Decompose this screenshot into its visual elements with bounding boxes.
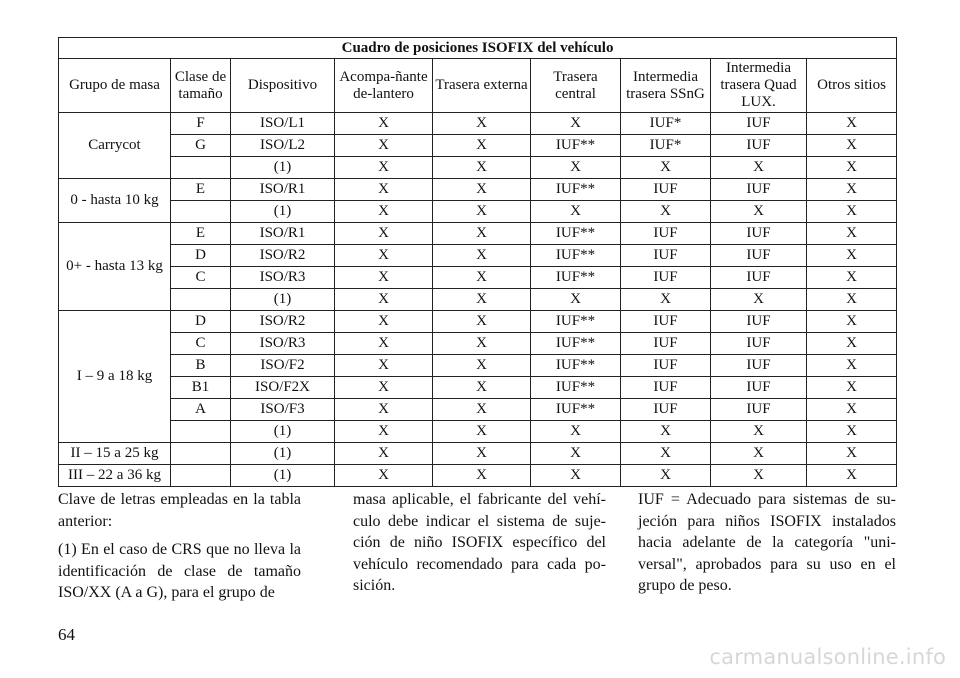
header-rear-outer: Trasera externa (433, 59, 531, 113)
mass-group-cell: II – 15 a 25 kg (59, 443, 171, 465)
text-column-1 (58, 489, 301, 611)
table-cell: X (807, 421, 897, 443)
table-cell: X (433, 465, 531, 487)
header-size-class: Clase de tamaño (171, 59, 231, 113)
table-cell: X (807, 311, 897, 333)
table-cell: IUF** (531, 179, 621, 201)
table-row (59, 443, 897, 465)
table-cell: X (433, 443, 531, 465)
table-cell: X (335, 179, 433, 201)
table-cell: IUF (711, 223, 807, 245)
table-cell: IUF (711, 179, 807, 201)
table-cell: X (335, 113, 433, 135)
table-row (59, 333, 897, 355)
table-cell: IUF (711, 135, 807, 157)
table-cell: X (531, 201, 621, 223)
header-front-passenger: Acompa-ñante de-lantero (335, 59, 433, 113)
table-cell: (1) (231, 289, 335, 311)
table-cell: X (335, 157, 433, 179)
table-cell: IUF (621, 223, 711, 245)
table-cell: X (711, 157, 807, 179)
table-cell: IUF** (531, 377, 621, 399)
table-cell: ISO/F2X (231, 377, 335, 399)
table-cell: X (807, 355, 897, 377)
table-cell: X (335, 377, 433, 399)
table-cell (171, 201, 231, 223)
watermark-logo: carmanualsonline.info (709, 645, 946, 669)
table-cell: X (335, 399, 433, 421)
table-cell: IUF** (531, 267, 621, 289)
table-cell: E (171, 179, 231, 201)
table-cell: IUF (621, 267, 711, 289)
table-row (59, 421, 897, 443)
table-cell: X (335, 465, 433, 487)
mass-group-cell: I – 9 a 18 kg (59, 311, 171, 443)
table-cell: F (171, 113, 231, 135)
iuf-definition: IUF = Adecuado para sistemas de su-jeción para niños ISOFIX instalados hacia adelante de la categoría "uni-versal", aprobados para su uso en el grupo de peso. (638, 491, 896, 594)
table-cell: X (433, 201, 531, 223)
table-cell: ISO/F3 (231, 399, 335, 421)
table-cell: X (807, 245, 897, 267)
table-cell: IUF* (621, 113, 711, 135)
table-cell: X (807, 179, 897, 201)
table-cell: X (531, 157, 621, 179)
table-cell: X (621, 289, 711, 311)
header-other-places: Otros sitios (807, 59, 897, 113)
table-body (59, 113, 897, 487)
table-cell: X (335, 421, 433, 443)
table-cell: IUF (711, 267, 807, 289)
table-cell: IUF** (531, 311, 621, 333)
table-cell: ISO/F2 (231, 355, 335, 377)
legend-intro: Clave de letras empleadas en la tabla anterior: (58, 491, 301, 530)
table-row (59, 245, 897, 267)
table-cell: X (335, 311, 433, 333)
table-cell (171, 465, 231, 487)
table-cell: B1 (171, 377, 231, 399)
table-cell: X (807, 135, 897, 157)
table-cell: X (433, 179, 531, 201)
table-cell (171, 443, 231, 465)
table-cell: X (807, 333, 897, 355)
mass-group-cell: Carrycot (59, 113, 171, 179)
table-cell: B (171, 355, 231, 377)
table-cell: D (171, 245, 231, 267)
table-cell: X (621, 465, 711, 487)
table-cell: IUF (621, 399, 711, 421)
table-row (59, 465, 897, 487)
table-cell: X (433, 377, 531, 399)
table-cell: A (171, 399, 231, 421)
table-cell: X (433, 223, 531, 245)
table-cell: X (807, 465, 897, 487)
table-cell (171, 289, 231, 311)
table-cell: X (433, 289, 531, 311)
table-cell: (1) (231, 421, 335, 443)
table-cell: IUF (711, 113, 807, 135)
table-cell: IUF** (531, 355, 621, 377)
table-cell: X (621, 443, 711, 465)
table-row (59, 201, 897, 223)
table-cell: IUF* (621, 135, 711, 157)
table-cell: X (335, 267, 433, 289)
table-row (59, 267, 897, 289)
header-rear-center: Trasera central (531, 59, 621, 113)
table-cell: X (807, 157, 897, 179)
table-cell: X (807, 201, 897, 223)
mass-group-cell: 0 - hasta 10 kg (59, 179, 171, 223)
table-cell: (1) (231, 201, 335, 223)
page-number: 64 (58, 625, 75, 644)
table-cell: (1) (231, 465, 335, 487)
table-cell: C (171, 333, 231, 355)
note-1-continued: masa aplicable, el fabricante del vehí-culo debe indicar el sistema de suje-ción de niño ISOFIX específico del vehículo recomendado para cada po-sición. (353, 491, 606, 594)
table-cell: IUF (711, 355, 807, 377)
table-cell: X (335, 333, 433, 355)
table-cell: X (433, 355, 531, 377)
table-row (59, 135, 897, 157)
table-cell: IUF (621, 377, 711, 399)
table-header-row (59, 59, 897, 113)
table-row (59, 179, 897, 201)
table-row (59, 113, 897, 135)
table-cell: X (335, 201, 433, 223)
table-cell: X (335, 289, 433, 311)
table-cell: ISO/L1 (231, 113, 335, 135)
mass-group-cell: III – 22 a 36 kg (59, 465, 171, 487)
table-row (59, 399, 897, 421)
table-cell: ISO/R3 (231, 267, 335, 289)
table-cell: X (531, 113, 621, 135)
table-cell: X (335, 245, 433, 267)
table-cell: X (807, 399, 897, 421)
table-cell: IUF (711, 245, 807, 267)
table-cell: X (335, 223, 433, 245)
table-cell: ISO/R2 (231, 245, 335, 267)
table-cell: X (621, 421, 711, 443)
table-cell: IUF** (531, 399, 621, 421)
table-cell: ISO/L2 (231, 135, 335, 157)
table-cell: X (711, 443, 807, 465)
table-cell: IUF** (531, 245, 621, 267)
table-cell: X (433, 135, 531, 157)
table-cell: X (531, 465, 621, 487)
table-row (59, 223, 897, 245)
table-cell: X (433, 113, 531, 135)
table-cell: IUF (621, 245, 711, 267)
table-cell: (1) (231, 157, 335, 179)
table-cell: IUF** (531, 223, 621, 245)
table-cell: ISO/R3 (231, 333, 335, 355)
table-cell: X (335, 355, 433, 377)
table-cell: X (807, 113, 897, 135)
table-cell: X (433, 421, 531, 443)
table-cell: D (171, 311, 231, 333)
table-cell (171, 421, 231, 443)
table-cell: IUF (621, 179, 711, 201)
table-cell: X (433, 311, 531, 333)
note-1-start: (1) En el caso de CRS que no lleva la identificación de clase de tamaño ISO/XX (A a G), para el grupo de (58, 541, 301, 601)
table-cell: IUF (621, 311, 711, 333)
table-cell: IUF (711, 333, 807, 355)
table-cell: X (711, 201, 807, 223)
table-cell: G (171, 135, 231, 157)
table-row (59, 377, 897, 399)
table-cell: X (433, 399, 531, 421)
isofix-positions-table (58, 37, 897, 487)
table-cell: ISO/R2 (231, 311, 335, 333)
table-cell: IUF (711, 399, 807, 421)
table-cell: ISO/R1 (231, 223, 335, 245)
table-cell: IUF (621, 355, 711, 377)
text-column-3 (638, 489, 896, 597)
mass-group-cell: 0+ - hasta 13 kg (59, 223, 171, 311)
table-cell: C (171, 267, 231, 289)
table-cell: IUF** (531, 333, 621, 355)
header-mass-group: Grupo de masa (59, 59, 171, 113)
table-cell: ISO/R1 (231, 179, 335, 201)
table-cell: X (807, 289, 897, 311)
table-row (59, 289, 897, 311)
table-cell: IUF (621, 333, 711, 355)
table-cell: X (711, 421, 807, 443)
text-column-2 (353, 489, 606, 597)
table-cell: X (531, 421, 621, 443)
table-row (59, 157, 897, 179)
table-cell: X (433, 157, 531, 179)
table-cell: X (807, 443, 897, 465)
table-cell: X (335, 135, 433, 157)
table-cell: X (433, 245, 531, 267)
table-cell: X (335, 443, 433, 465)
header-device: Dispositivo (231, 59, 335, 113)
header-middle-quad-lux: Intermedia trasera Quad LUX. (711, 59, 807, 113)
table-cell: X (621, 201, 711, 223)
table-title: Cuadro de posiciones ISOFIX del vehículo (59, 38, 897, 59)
table-cell: X (531, 289, 621, 311)
table-cell: X (433, 333, 531, 355)
table-cell: X (807, 223, 897, 245)
table-row (59, 355, 897, 377)
table-cell: IUF** (531, 135, 621, 157)
header-middle-ssng: Intermedia trasera SSnG (621, 59, 711, 113)
table-cell: X (807, 267, 897, 289)
table-cell: X (621, 157, 711, 179)
table-cell: X (711, 465, 807, 487)
table-cell: X (711, 289, 807, 311)
table-cell: IUF (711, 311, 807, 333)
table-cell: X (531, 443, 621, 465)
table-cell: X (433, 267, 531, 289)
table-cell: IUF (711, 377, 807, 399)
table-cell (171, 157, 231, 179)
isofix-table-container (58, 37, 896, 487)
table-row (59, 311, 897, 333)
table-cell: E (171, 223, 231, 245)
table-cell: X (807, 377, 897, 399)
table-cell: (1) (231, 443, 335, 465)
